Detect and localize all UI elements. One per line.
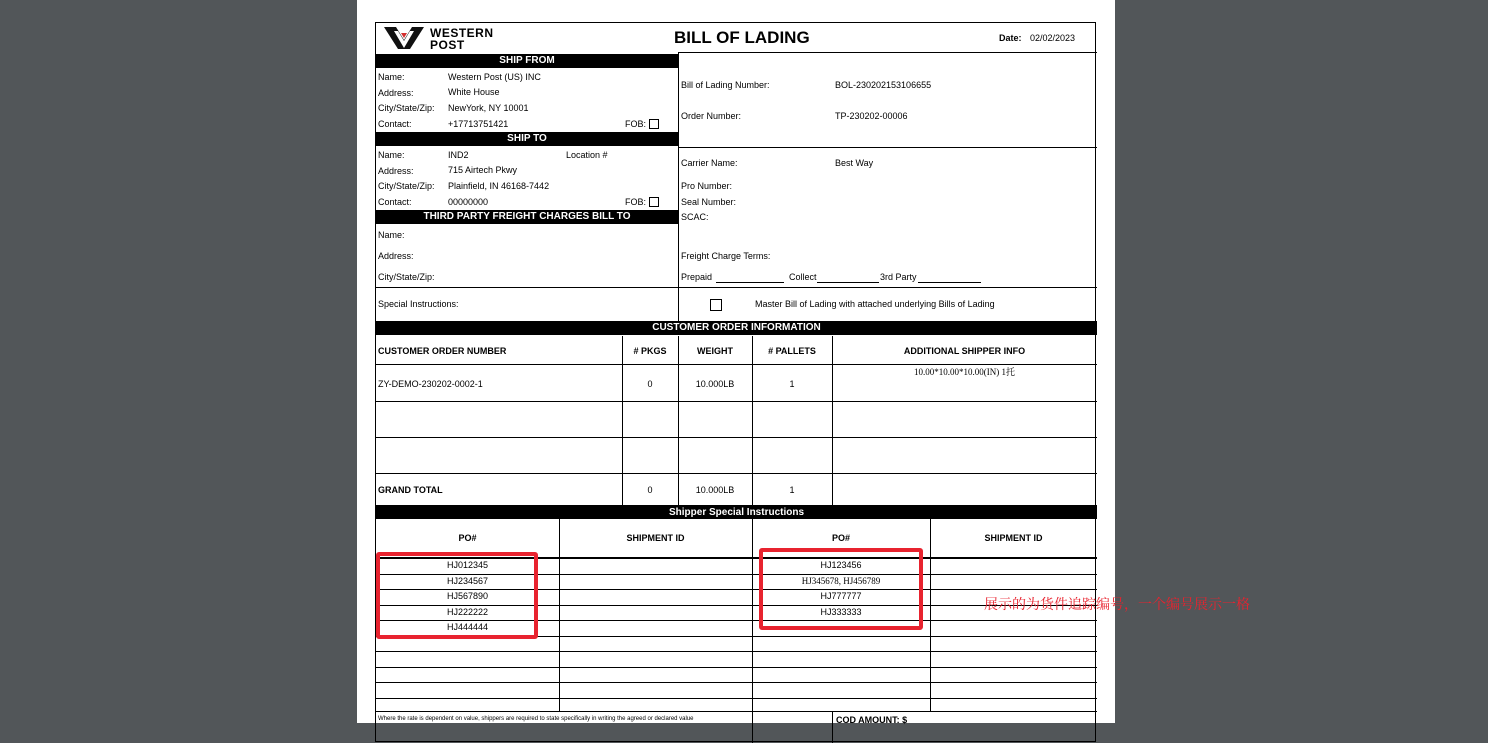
master-bol-text: Master Bill of Lading with attached underlying Bills of Lading — [755, 299, 995, 309]
ship-to-name-label: Name: — [378, 150, 405, 160]
third-party-csz-label: City/State/Zip: — [378, 272, 435, 282]
order-number-label: Order Number: — [681, 111, 742, 121]
shipper-special-heading: Shipper Special Instructions — [376, 506, 1097, 519]
bol-number: BOL-230202153106655 — [835, 80, 932, 90]
grand-total-pallets: 1 — [789, 485, 795, 495]
ship-from-csz: NewYork, NY 10001 — [448, 103, 529, 113]
col-pkgs: # PKGS — [633, 346, 667, 356]
carrier-name: Best Way — [835, 158, 874, 168]
col-po-left: PO# — [458, 533, 477, 543]
freight-terms-label: Freight Charge Terms: — [681, 251, 771, 261]
cod-amount-label: COD AMOUNT: $ — [836, 715, 908, 725]
ship-to-fob-label: FOB: — [625, 197, 647, 207]
prepaid-label: Prepaid — [681, 272, 713, 282]
footer-disclaimer: Where the rate is dependent on value, shippers are required to state specifically in writing the agreed or declared value — [378, 716, 694, 722]
po-right-cell: HJ333333 — [820, 607, 862, 617]
highlight-box-right — [759, 548, 923, 630]
bol-number-label: Bill of Lading Number: — [681, 80, 770, 90]
ship-from-address-label: Address: — [378, 88, 414, 98]
document-title: BILL OF LADING — [674, 28, 810, 47]
order-row-number: ZY-DEMO-230202-0002-1 — [378, 379, 483, 389]
ship-from-fob-checkbox[interactable] — [649, 119, 659, 129]
master-bol-checkbox[interactable] — [710, 299, 722, 311]
collect-label: Collect — [789, 272, 817, 282]
ship-to-address-label: Address: — [378, 166, 414, 176]
order-row-weight: 10.000LB — [695, 379, 735, 389]
seal-number-label: Seal Number: — [681, 197, 737, 207]
ship-to-csz: Plainfield, IN 46168-7442 — [448, 181, 550, 191]
special-instructions-label: Special Instructions: — [378, 299, 459, 309]
ship-from-heading: SHIP FROM — [376, 54, 678, 68]
third-party-name-label: Name: — [378, 230, 405, 240]
col-customer-order-number: CUSTOMER ORDER NUMBER — [378, 346, 507, 356]
ship-from-contact: +17713751421 — [448, 119, 509, 129]
po-right-cell: HJ123456 — [820, 560, 862, 570]
col-pallets: # PALLETS — [768, 346, 816, 356]
grand-total-label: GRAND TOTAL — [378, 485, 443, 495]
po-left-cell: HJ012345 — [446, 560, 489, 570]
ship-to-csz-label: City/State/Zip: — [378, 181, 435, 191]
po-left-cell: HJ234567 — [446, 576, 489, 586]
po-right-cell: HJ777777 — [820, 591, 862, 601]
date-label: Date: — [999, 33, 1022, 43]
po-left-cell: HJ567890 — [446, 591, 489, 601]
ship-to-fob-checkbox[interactable] — [649, 197, 659, 207]
grand-total-weight: 10.000LB — [695, 485, 735, 495]
order-row-info: 10.00*10.00*10.00(IN) 1托 — [914, 367, 1015, 377]
annotation-text: 展示的为货件追踪编号，一个编号展示一格 — [984, 597, 1250, 613]
western-post-logo — [384, 27, 504, 51]
ship-to-location-label: Location # — [566, 150, 608, 160]
logo-text-post: POST — [430, 38, 465, 52]
po-right-cell: HJ345678, HJ456789 — [801, 576, 881, 586]
highlight-box-left — [376, 552, 538, 639]
ship-to-address: 715 Airtech Pkwy — [448, 165, 518, 175]
col-shipment-id-right: SHIPMENT ID — [984, 533, 1043, 543]
ship-to-contact: 00000000 — [448, 197, 489, 207]
ship-from-fob-label: FOB: — [625, 119, 647, 129]
logo-text-western: WESTERN — [430, 26, 494, 40]
grand-total-pkgs: 0 — [647, 485, 653, 495]
logo-mark-icon — [384, 27, 424, 49]
order-number: TP-230202-00006 — [835, 111, 908, 121]
col-shipment-id-left: SHIPMENT ID — [626, 533, 685, 543]
ship-from-csz-label: City/State/Zip: — [378, 103, 435, 113]
ship-to-heading: SHIP TO — [376, 132, 678, 146]
ship-from-address: White House — [448, 87, 500, 97]
ship-from-contact-label: Contact: — [378, 119, 412, 129]
col-weight: WEIGHT — [697, 346, 733, 356]
third-party-heading: THIRD PARTY FREIGHT CHARGES BILL TO — [376, 210, 678, 224]
ship-to-contact-label: Contact: — [378, 197, 412, 207]
third-party-terms-label: 3rd Party — [880, 272, 917, 282]
order-row-pallets: 1 — [789, 379, 795, 389]
ship-from-name-label: Name: — [378, 72, 405, 82]
po-left-cell: HJ444444 — [446, 622, 489, 632]
pro-number-label: Pro Number: — [681, 181, 733, 191]
col-po-right: PO# — [831, 533, 850, 543]
order-row-pkgs: 0 — [647, 379, 653, 389]
ship-to-name: IND2 — [448, 150, 469, 160]
customer-order-heading: CUSTOMER ORDER INFORMATION — [376, 321, 1097, 335]
ship-from-name: Western Post (US) INC — [448, 72, 541, 82]
col-additional-info: ADDITIONAL SHIPPER INFO — [903, 346, 1026, 356]
date-value: 02/02/2023 — [1030, 33, 1076, 43]
po-left-cell: HJ222222 — [446, 607, 489, 617]
scac-label: SCAC: — [681, 212, 709, 222]
carrier-name-label: Carrier Name: — [681, 158, 738, 168]
third-party-address-label: Address: — [378, 251, 414, 261]
